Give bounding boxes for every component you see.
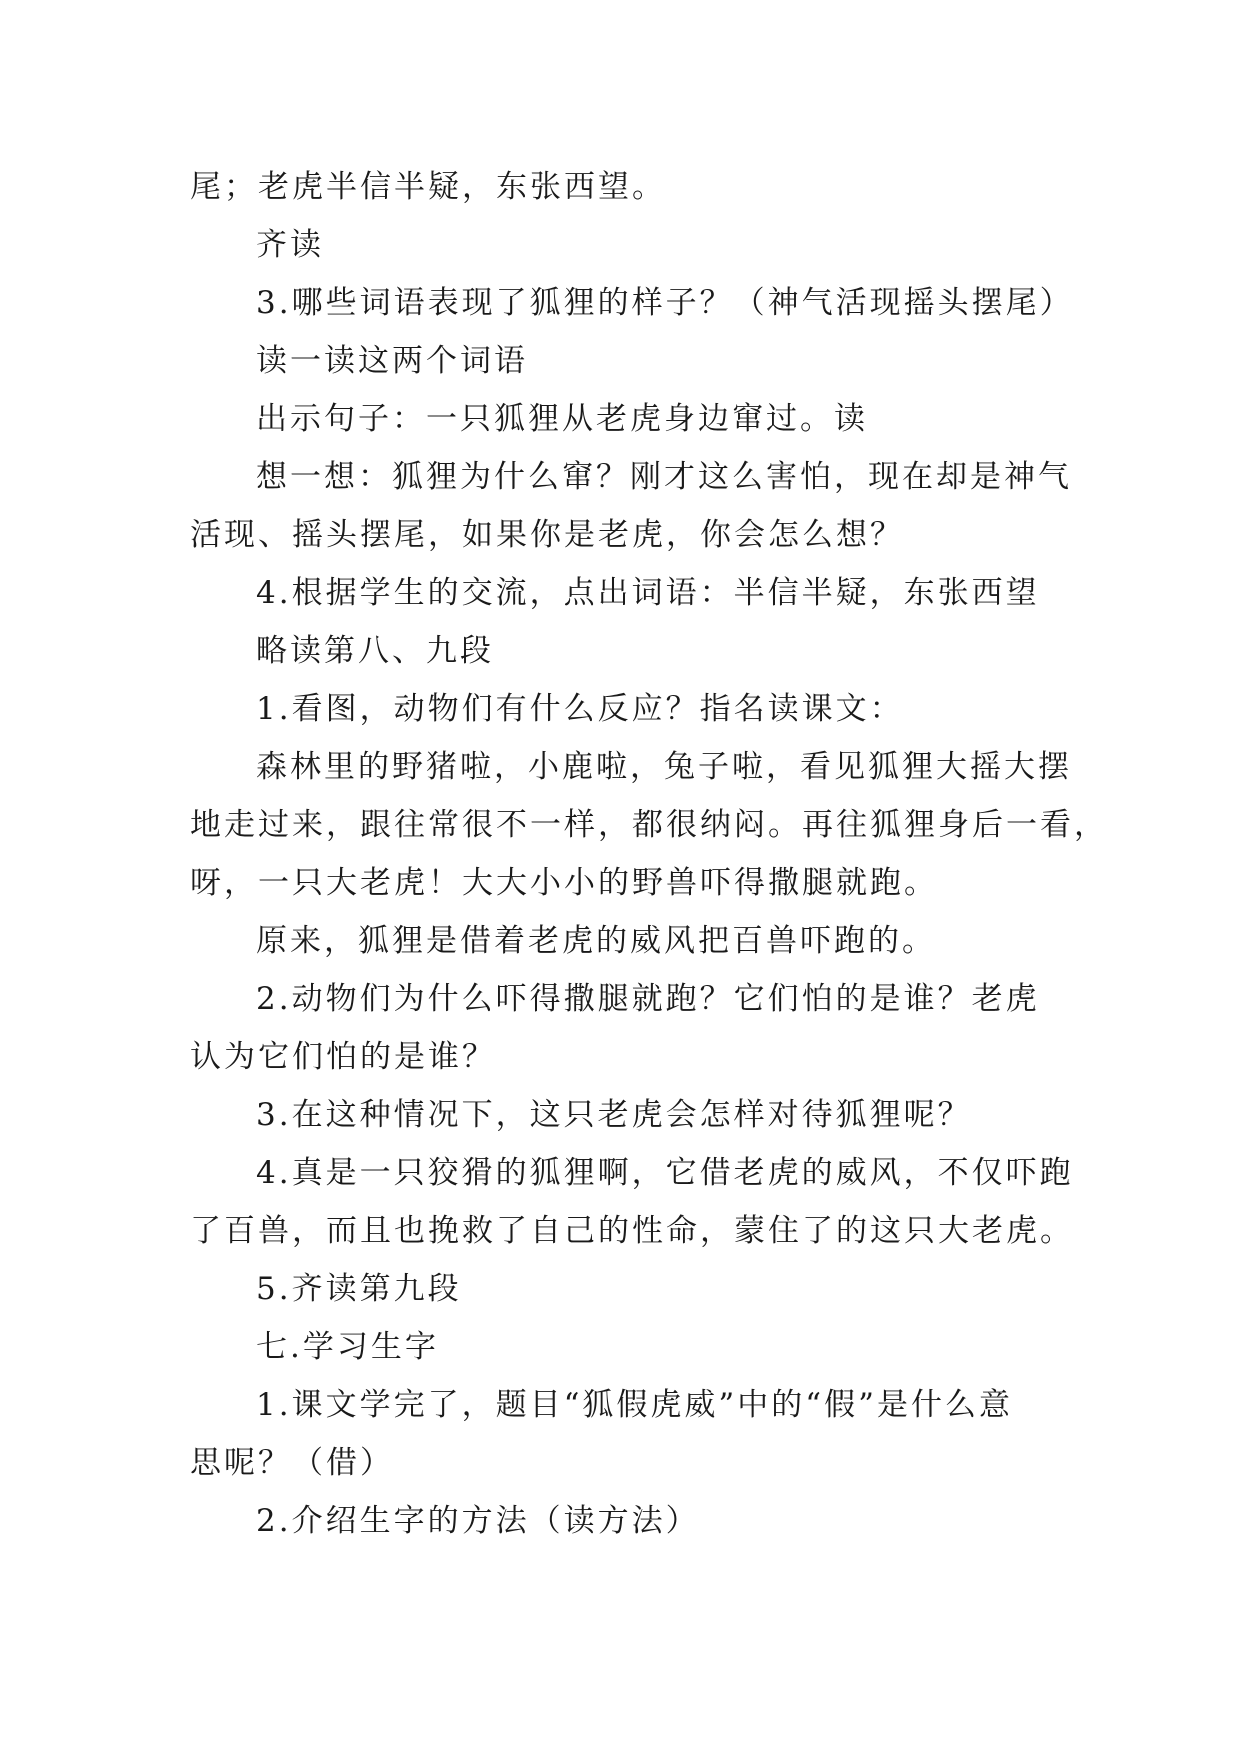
- text-line: 出示句子：一只狐狸从老虎身边窜过。读: [256, 401, 868, 437]
- text-line: 3.哪些词语表现了狐狸的样子？（神气活现摇头摆尾）: [256, 285, 1074, 321]
- text-line: 呀，一只大老虎！大大小小的野兽吓得撒腿就跑。: [190, 865, 938, 901]
- text-line: 地走过来，跟往常很不一样，都很纳闷。再往狐狸身后一看，: [190, 807, 1108, 843]
- document-body: [190, 158, 1108, 1550]
- text-line: 了百兽，而且也挽救了自己的性命，蒙住了的这只大老虎。: [190, 1213, 1074, 1249]
- text-line: 1.看图，动物们有什么反应？指名读课文：: [256, 691, 904, 727]
- text-line: 认为它们怕的是谁？: [190, 1039, 496, 1075]
- text-line: 2.动物们为什么吓得撒腿就跑？它们怕的是谁？老虎: [256, 981, 1040, 1017]
- text-line: 读一读这两个词语: [256, 343, 528, 379]
- text-line: 齐读: [256, 227, 324, 263]
- text-line: 原来，狐狸是借着老虎的威风把百兽吓跑的。: [256, 923, 936, 959]
- text-line: 思呢？（借）: [190, 1445, 394, 1481]
- text-line: 2.介绍生字的方法（读方法）: [256, 1503, 700, 1539]
- text-line: 3.在这种情况下，这只老虎会怎样对待狐狸呢？: [256, 1097, 972, 1133]
- text-line: 略读第八、九段: [256, 633, 494, 669]
- text-line: 1.课文学完了，题目“狐假虎威”中的“假”是什么意: [256, 1387, 1013, 1423]
- text-line: 4.根据学生的交流，点出词语：半信半疑，东张西望: [256, 575, 1040, 611]
- text-line: 活现、摇头摆尾，如果你是老虎，你会怎么想？: [190, 517, 904, 553]
- text-line: 七.学习生字: [256, 1329, 439, 1365]
- text-line: 5.齐读第九段: [256, 1271, 462, 1307]
- text-line: 4.真是一只狡猾的狐狸啊，它借老虎的威风，不仅吓跑: [256, 1155, 1074, 1191]
- text-line: 想一想：狐狸为什么窜？刚才这么害怕，现在却是神气: [256, 459, 1072, 495]
- text-line: 森林里的野猪啦，小鹿啦，兔子啦，看见狐狸大摇大摆: [256, 749, 1072, 785]
- text-line: 尾；老虎半信半疑，东张西望。: [190, 169, 666, 205]
